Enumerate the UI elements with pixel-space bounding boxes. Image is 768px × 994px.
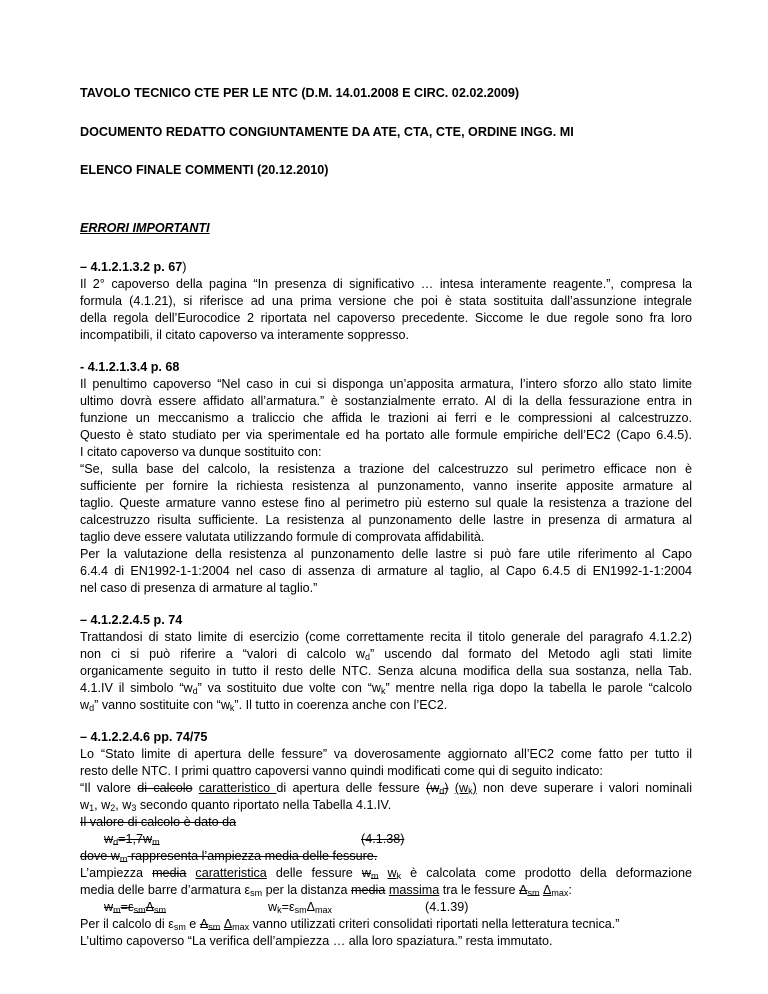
document-header-date: ELENCO FINALE COMMENTI (20.12.2010) xyxy=(80,163,329,177)
s4-line: resto delle NTC. I primi quattro capoversi vanno quindi modificati come qui di seguito indicato: xyxy=(80,764,603,778)
document-header-line-2: DOCUMENTO REDATTO CONGIUNTAMENTE DA ATE, CTA, CTE, ORDINE INGG. MI xyxy=(80,125,574,139)
s4-line: $w_1$, $w_2$, $w_3$ secondo quanto riportato nella Tabella 4.1.IV. xyxy=(80,798,392,813)
s2-line: Il penultimo capoverso “Nel caso in cui si disponga un’apposita armatura, l’intero sforzo allo stato limite xyxy=(80,377,692,391)
document-header-line-1: TAVOLO TECNICO CTE PER LE NTC (D.M. 14.01.2008 E CIRC. 02.02.2009) xyxy=(80,86,520,100)
formula-4-1-39-deleted: $w_m=\varepsilon_{sm}\Delta_{sm}$ xyxy=(104,900,167,915)
s4-deleted-line: dove $w_m$ rappresenta l’ampiezza media delle fessure. xyxy=(80,849,378,864)
s1-line: incompatibili, il citato capoverso va interamente soppresso. xyxy=(80,328,409,342)
s4-line: media delle barre d’armatura $\varepsilon_{sm}$ per la distanza media massima tra le fessure $\Delta_{sm}$ $\Delta_{max}$: xyxy=(80,883,572,898)
s2-line: ultimo dovrà essere affidato all’armatura.” è sostanzialmente errato. Al di la della fessurazione entra in xyxy=(80,394,692,408)
s2-line: Per la valutazione della resistenza al punzonamento delle lastre si può fare utile riferimento al Capo xyxy=(80,547,692,561)
section-title: ERRORI IMPORTANTI xyxy=(80,221,210,235)
formula-number-4-1-38: (4.1.38) xyxy=(361,832,405,846)
s1-line: della regola dell’Eurocodice 2 riportata nel capoverso precedente. Siccome le due regole sono fra loro xyxy=(80,311,692,325)
s4-line: Per il calcolo di $\varepsilon_{sm}$ e $\Delta_{sm}$ $\Delta_{max}$ vanno utilizzati criteri consolidati riportati nella letteratura tecnica.” xyxy=(80,917,620,932)
s2-line: taglio deve essere valutata utilizzando formule di comprovata affidabilità. xyxy=(80,530,485,544)
s4-title: – 4.1.2.2.4.6 pp. 74/75 xyxy=(80,730,208,744)
s3-line: 4.1.IV il simbolo “$w_d$” va sostituito due volte con “$w_k$” mentre nella riga dopo la tabella le parole “calcolo xyxy=(80,681,693,696)
s1-line: Il 2° capoverso della pagina “In presenza di significativo … intesa interamente reagente.”, compresa la xyxy=(80,277,692,291)
s3-line: organicamente seguito in tutto il resto delle NTC. Senza alcuna modifica della sua sostanza, nella Tab. xyxy=(80,664,692,678)
s3-line: non ci si può riferire a “valori di calcolo $w_d$” uscendo dal formato del Metodo agli stati limite xyxy=(80,647,692,662)
s2-line: I citato capoverso va dunque sostituito con: xyxy=(80,445,322,459)
s2-line: calcestruzzo risulta sufficiente. La resistenza al punzonamento delle lastre in presenza di armatura al xyxy=(80,513,692,527)
s3-line: $w_d$” vanno sostituite con “$w_k$”. Il tutto in coerenza anche con l’EC2. xyxy=(80,698,448,713)
s2-line: Questo è stato studiato per via sperimentale ed ha portato alle formule empiriche dell’EC2 (Capo 6.4.5). xyxy=(80,428,692,442)
s4-line: L’ampiezza media caratteristica delle fessure $w_m$ $w_k$ è calcolata come prodotto della deformazione xyxy=(80,866,693,881)
s4-line: Lo “Stato limite di apertura delle fessure” va doverosamente aggiornato all’EC2 come fatto per tutto il xyxy=(80,747,692,761)
formula-4-1-38-deleted: $w_d=1,7w_m$ xyxy=(104,832,160,847)
s2-line: sufficiente per fornire la richiesta resistenza al punzonamento, vanno inserite apposite armature al xyxy=(80,479,692,493)
s4-line: L’ultimo capoverso “La verifica dell’ampiezza … alla loro spaziatura.” resta immutato. xyxy=(80,934,553,948)
formula-4-1-39: $w_k=\varepsilon_{sm}\Delta_{max}$ xyxy=(268,900,333,915)
s2-line: funzione un meccanismo a traliccio che affida le trazioni ai ferri e le compressioni al calcestruzzo. xyxy=(80,411,692,425)
s2-line: taglio. Queste armature vanno estese fino al perimetro più esterno sul quale la resistenza a trazione del xyxy=(80,496,692,510)
s4-deleted-line: Il valore di calcolo è dato da xyxy=(80,815,237,829)
s2-title: - 4.1.2.1.3.4 p. 68 xyxy=(80,360,180,374)
s2-line: nel caso di presenza di armature al taglio.” xyxy=(80,581,318,595)
s4-line: “Il valore di calcolo caratteristico di apertura delle fessure $(w_d)$ $(w_k)$ non deve superare i valori nominali xyxy=(80,781,693,796)
formula-number-4-1-39: (4.1.39) xyxy=(425,900,469,914)
s1-line: formula (4.1.21), si riferisce ad una prima versione che poi è stata sostituita dall’assunzione integrale xyxy=(80,294,692,308)
s3-title: – 4.1.2.2.4.5 p. 74 xyxy=(80,613,183,627)
s3-line: Trattandosi di stato limite di esercizio (come correttamente recita il titolo generale del paragrafo 4.1.2.2) xyxy=(80,630,692,644)
s2-line: 6.4.4 di EN1992-1-1:2004 nel caso di assenza di armature al taglio, al Capo 6.4.5 di EN1992-1-1:2004 xyxy=(80,564,692,578)
s1-title: – 4.1.2.1.3.2 p. 67) xyxy=(80,260,187,274)
s2-line: “Se, sulla base del calcolo, la resistenza a trazione del calcestruzzo sul perimetro efficace non è xyxy=(80,462,692,476)
